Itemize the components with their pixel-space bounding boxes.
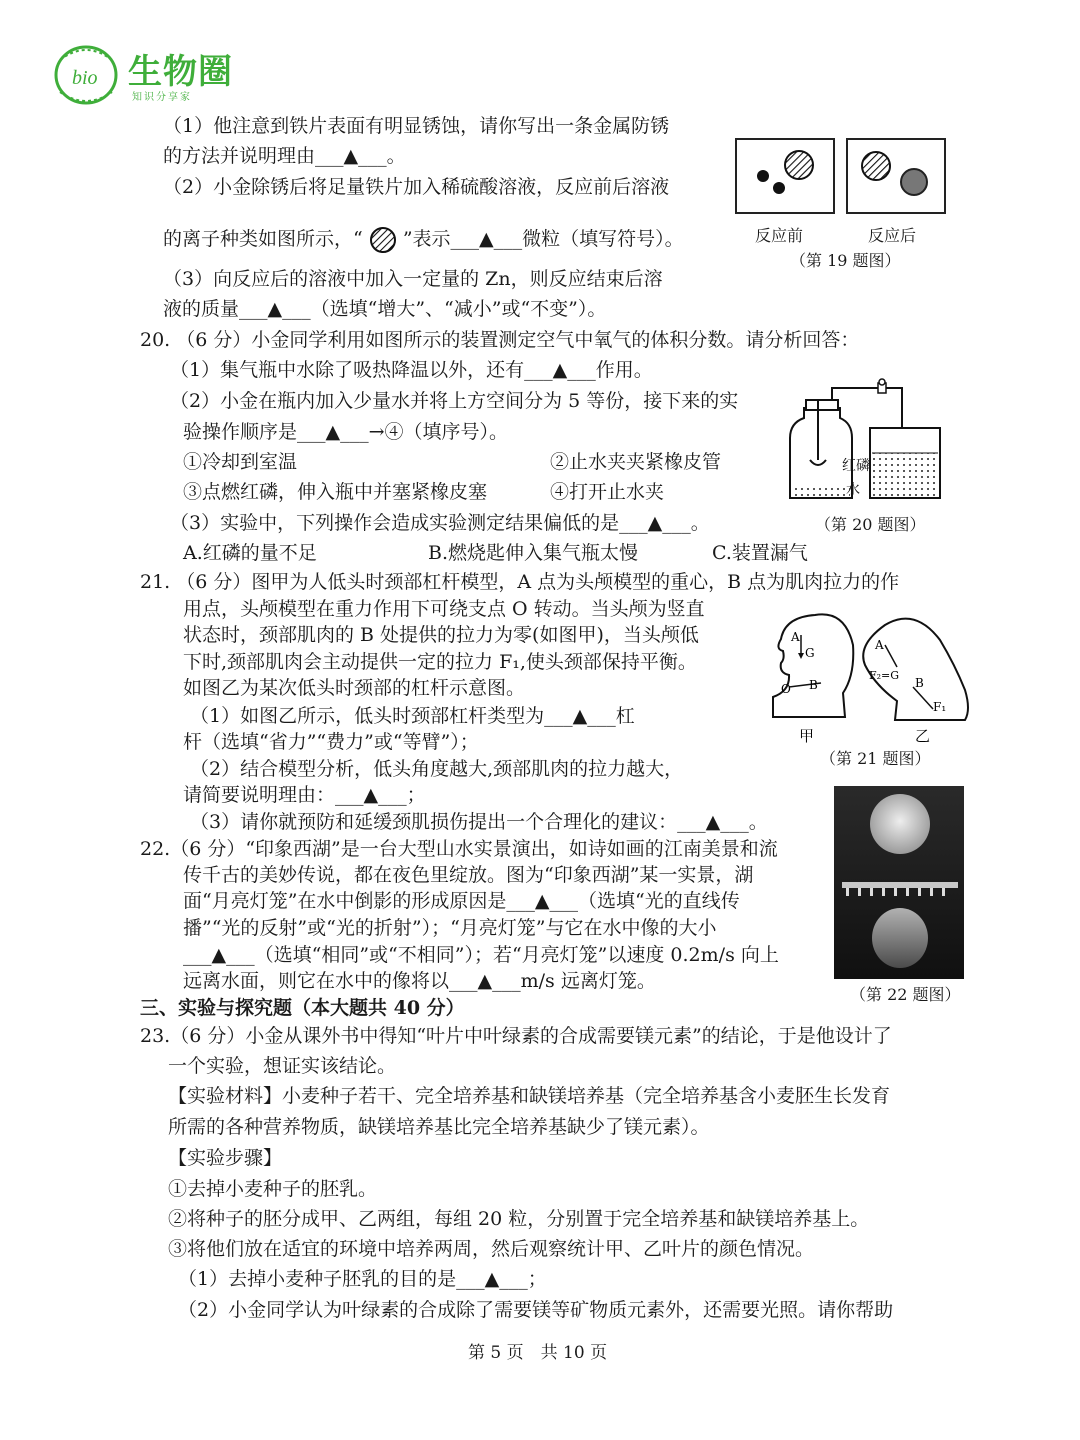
q23-step3: ③将他们放在适宜的环境中培养两周，然后观察统计甲、乙叶片的颜色情况。: [168, 1238, 815, 1260]
q21-label-a-yi: A: [875, 638, 884, 652]
q20-line1: 20. （6 分）小金同学利用如图所示的装置测定空气中氧气的体积分数。请分析回答：: [140, 329, 860, 351]
q20-line4: 验操作顺序是___▲___→④（填序号）。: [183, 421, 509, 443]
logo-leaf-icon: [50, 40, 122, 110]
q19-line4: [163, 226, 684, 254]
q22-line1: 22.（6 分）“印象西湖”是一台大型山水实景演出，如诗如画的江南美景和流: [140, 838, 778, 860]
q22-caption: （第 22 题图）: [850, 985, 961, 1004]
q22-line4: 播”“光的反射”或“光的折射”）；“月亮灯笼”与它在水中像的大小: [183, 917, 717, 939]
q21-line4: 下时,颈部肌肉会主动提供一定的拉力 F₁,使头颈部保持平衡。: [183, 651, 697, 673]
q22-moon-reflection-image: [834, 786, 964, 979]
q20-choice-b: B.燃烧匙伸入集气瓶太慢: [428, 542, 639, 564]
q19-before-particles: [737, 140, 833, 212]
q19-line5: （3）向反应后的溶液中加入一定量的 Zn，则反应结束后溶: [163, 268, 663, 290]
q23-question2: （2）小金同学认为叶绿素的合成除了需要镁等矿物质元素外，还需要光照。请你帮助: [178, 1299, 894, 1321]
q21-label-b-jia: B: [809, 678, 818, 692]
q20-option3: ③点燃红磷，伸入瓶中并塞紧橡皮塞: [183, 481, 488, 503]
q23-line2: 一个实验，想证实该结论。: [168, 1055, 397, 1077]
q20-line3: （2）小金在瓶内加入少量水并将上方空间分为 5 等份，接下来的实: [170, 390, 739, 412]
q21-label-o-jia: O: [781, 682, 791, 696]
q19-after-particles: [848, 140, 944, 212]
q21-label-yi: 乙: [915, 727, 931, 745]
svg-text:bio: bio: [72, 67, 98, 89]
q19-before-box: [735, 138, 835, 214]
q21-line5: 如图乙为某次低头时颈部的杠杆示意图。: [183, 677, 526, 699]
q20-option2: ②止水夹夹紧橡皮管: [550, 451, 722, 473]
q20-apparatus-figure: [782, 378, 952, 508]
q19-line4-b: ”表示___▲___微粒（填写符号）。: [402, 228, 684, 250]
q21-label-a-jia: A: [791, 630, 800, 644]
q22-lake-photo: [834, 786, 964, 979]
q23-steps-title: 【实验步骤】: [168, 1147, 283, 1169]
q23-materials: 【实验材料】小麦种子若干、完全培养基和缺镁培养基（完全培养基含小麦胚生长发育: [168, 1085, 891, 1107]
q19-line6: 液的质量___▲___（选填“增大”、“减小”或“不变”）。: [163, 298, 607, 320]
q20-option1: ①冷却到室温: [183, 451, 298, 473]
q20-label-phosphorus: 红磷: [842, 458, 870, 474]
q21-label-b-yi: B: [915, 676, 924, 690]
q21-line8: （2）结合模型分析，低头角度越大,颈部肌肉的拉力越大，: [190, 758, 684, 780]
q23-question1: （1）去掉小麦种子胚乳的目的是___▲___；: [178, 1268, 547, 1290]
q22-line5: ___▲___（选填“相同”或“不相同”）；若“月亮灯笼”以速度 0.2m/s 向上: [183, 944, 779, 966]
q19-line3: （2）小金除锈后将足量铁片加入稀硫酸溶液，反应前后溶液: [163, 176, 670, 198]
q21-neck-lever-figure: [765, 605, 975, 745]
q21-caption: （第 21 题图）: [820, 749, 931, 768]
hatched-particle-icon: [369, 226, 397, 254]
q21-label-g-jia: G: [805, 646, 815, 660]
q22-line3: 面“月亮灯笼”在水中倒影的形成原因是___▲___（选填“光的直线传: [183, 890, 740, 912]
q21-label-f2: F₂=G: [869, 669, 900, 682]
logo-subtitle: 知识分享家: [132, 92, 192, 103]
q21-line7: 杆（选填“省力”“费力”或“等臂”）；: [183, 731, 479, 753]
q23-materials-cont: 所需的各种营养物质，缺镁培养基比完全培养基缺少了镁元素）。: [168, 1116, 710, 1138]
q20-option4: ④打开止水夹: [550, 481, 665, 503]
q21-line10: （3）请你就预防和延缓颈肌损伤提出一个合理化的建议：___▲___。: [190, 811, 768, 833]
q23-step2: ②将种子的胚分成甲、乙两组，每组 20 粒，分别置于完全培养基和缺镁培养基上。: [168, 1208, 870, 1230]
q21-label-f1: F₁: [933, 700, 947, 714]
q21-line9: 请简要说明理由：___▲___；: [183, 784, 426, 806]
q22-line6: 远离水面，则它在水中的像将以___▲___m/s 远离灯笼。: [183, 970, 656, 992]
q20-choice-c: C.装置漏气: [712, 542, 808, 564]
logo: [50, 40, 250, 110]
q21-line1: 21. （6 分）图甲为人低头时颈部杠杆模型，A 点为头颅模型的重心，B 点为肌肉拉力的作: [140, 571, 900, 593]
q19-after-label: 反应后: [868, 226, 917, 245]
q20-choice-a: A.红磷的量不足: [183, 542, 317, 564]
q19-after-box: [846, 138, 946, 214]
q20-line2: （1）集气瓶中水除了吸热降温以外，还有___▲___作用。: [170, 359, 653, 381]
page-footer: 第 5 页 共 10 页: [468, 1343, 608, 1363]
q20-line5: （3）实验中，下列操作会造成实验测定结果偏低的是___▲___。: [170, 512, 710, 534]
q21-label-jia: 甲: [799, 727, 815, 745]
q23-line1: 23.（6 分）小金从课外书中得知“叶片中叶绿素的合成需要镁元素”的结论，于是他设计了: [140, 1025, 892, 1047]
q20-caption: （第 20 题图）: [815, 515, 926, 534]
q19-line4-a: 的离子种类如图所示，“: [163, 228, 363, 250]
logo-title: 生物圈: [128, 52, 233, 92]
q19-line1: （1）他注意到铁片表面有明显锈蚀，请你写出一条金属防锈: [163, 115, 670, 137]
section-3-title: 三、实验与探究题（本大题共 40 分）: [140, 997, 465, 1019]
q21-line2: 用点，头颅模型在重力作用下可绕支点 O 转动。当头颅为竖直: [183, 598, 705, 620]
q21-line6: （1）如图乙所示，低头时颈部杠杆类型为___▲___杠: [190, 705, 635, 727]
q22-line2: 传千古的美妙传说，都在夜色里绽放。图为“印象西湖”某一实景，湖: [183, 864, 754, 886]
q21-line3: 状态时，颈部肌肉的 B 处提供的拉力为零(如图甲)，当头颅低: [183, 624, 699, 646]
q19-line2: 的方法并说明理由___▲___。: [163, 145, 406, 167]
q23-step1: ①去掉小麦种子的胚乳。: [168, 1178, 378, 1200]
q20-label-water: 水: [846, 482, 860, 498]
q19-caption: （第 19 题图）: [790, 251, 901, 270]
q19-before-label: 反应前: [755, 226, 804, 245]
